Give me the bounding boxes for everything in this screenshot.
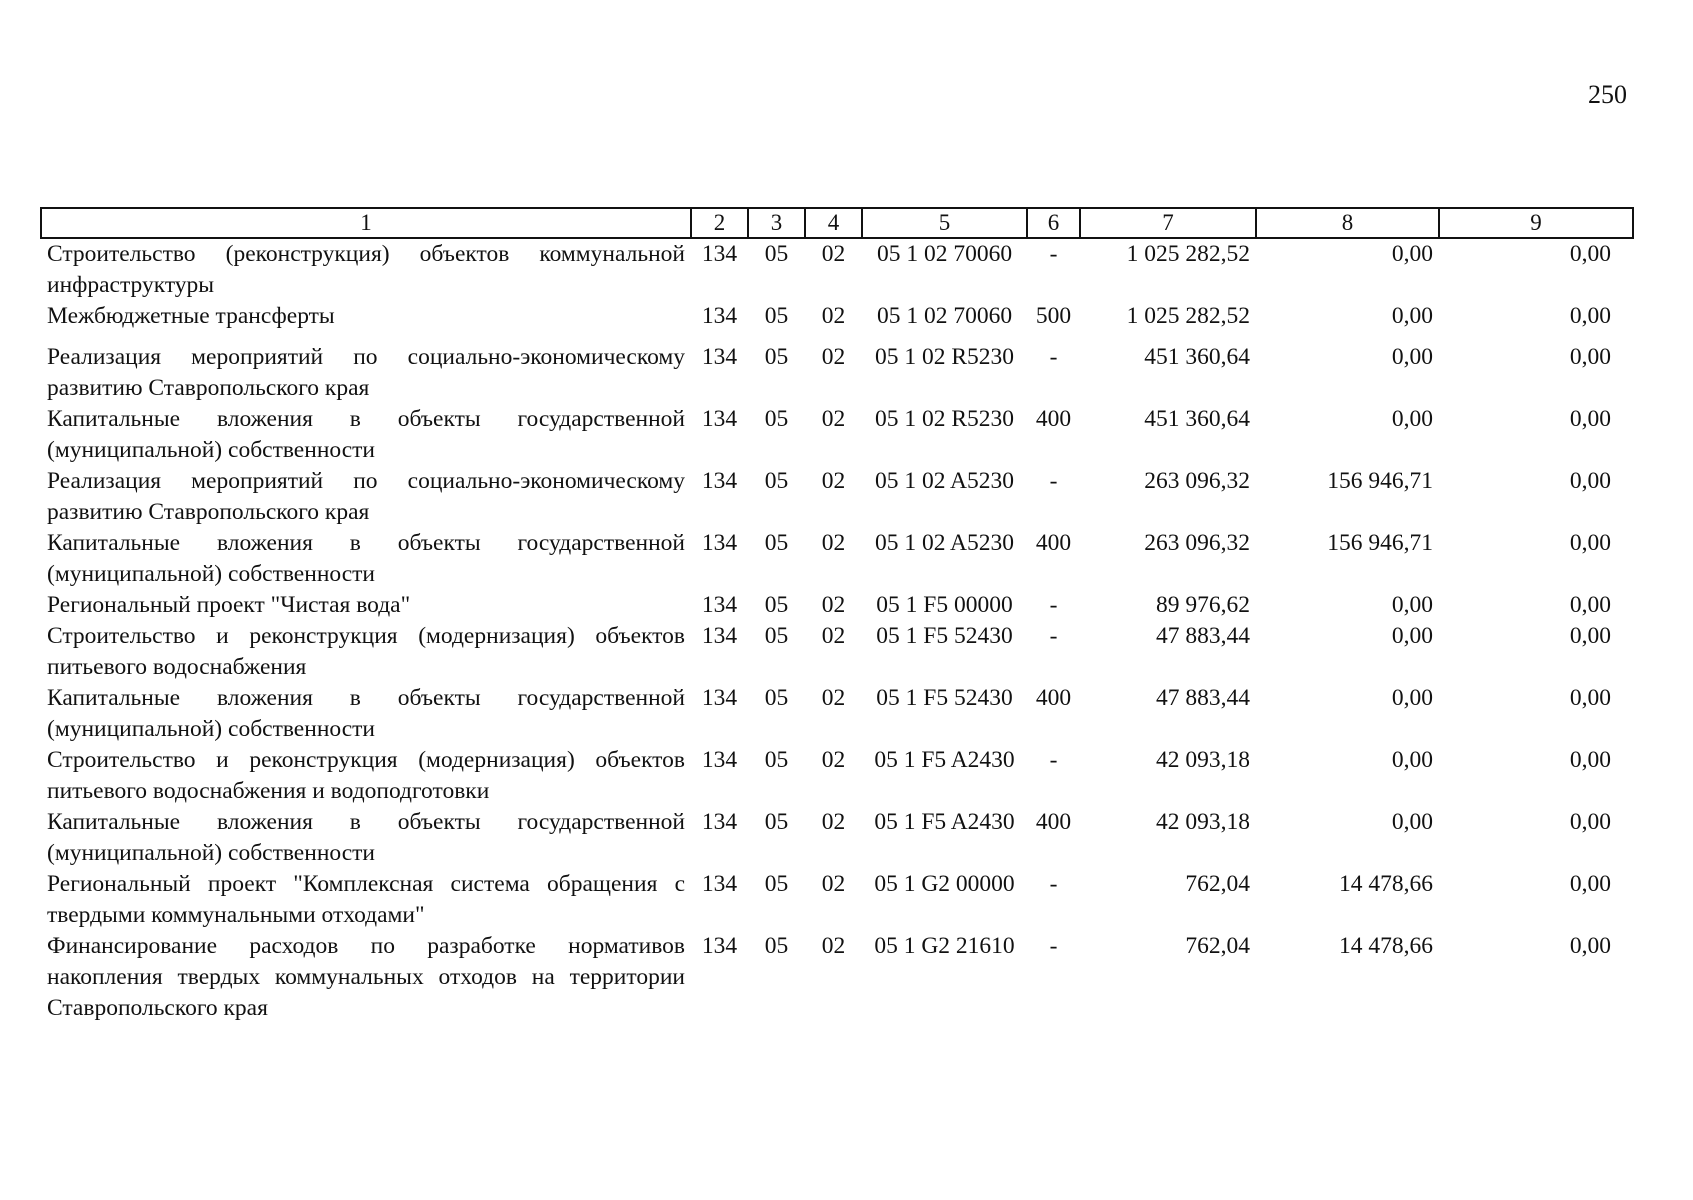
header-cell: 3 <box>748 208 805 238</box>
table-row <box>41 621 1633 683</box>
subsection-code: 02 <box>821 344 846 370</box>
budget-table <box>40 207 1634 1024</box>
ministry-code: 134 <box>701 747 738 773</box>
amount-col8: 156 946,71 <box>1327 468 1433 494</box>
expense-name: Капитальные вложения в объекты государственной (муниципальной) собственности <box>47 406 685 463</box>
target-article-code: 05 1 F5 52430 <box>876 685 1013 711</box>
expense-name: Строительство (реконструкция) объектов коммунальной инфраструктуры <box>47 241 685 298</box>
expense-type-code: - <box>1049 592 1058 618</box>
expense-type-code: - <box>1049 468 1058 494</box>
amount-col7: 451 360,64 <box>1144 344 1250 370</box>
amount-col9: 0,00 <box>1569 933 1611 959</box>
section-code: 05 <box>764 592 789 618</box>
amount-col8: 0,00 <box>1391 592 1433 618</box>
section-code: 05 <box>764 623 789 649</box>
amount-col9: 0,00 <box>1569 809 1611 835</box>
expense-name: Региональный проект "Комплексная система обращения с твердыми коммунальными отходами" <box>47 871 685 928</box>
subsection-code: 02 <box>821 685 846 711</box>
table-row <box>41 807 1633 869</box>
amount-col7: 263 096,32 <box>1144 468 1250 494</box>
ministry-code: 134 <box>701 303 738 329</box>
amount-col9: 0,00 <box>1569 747 1611 773</box>
target-article-code: 05 1 F5 A2430 <box>874 809 1015 835</box>
amount-col9: 0,00 <box>1569 592 1611 618</box>
amount-col8: 14 478,66 <box>1339 933 1433 959</box>
subsection-code: 02 <box>821 592 846 618</box>
amount-col8: 0,00 <box>1391 344 1433 370</box>
subsection-code: 02 <box>821 530 846 556</box>
expense-name: Межбюджетные трансферты <box>47 303 335 329</box>
subsection-code: 02 <box>821 623 846 649</box>
ministry-code: 134 <box>701 530 738 556</box>
table-row <box>41 238 1633 301</box>
target-article-code: 05 1 02 A5230 <box>874 468 1015 494</box>
ministry-code: 134 <box>701 685 738 711</box>
target-article-code: 05 1 02 R5230 <box>874 406 1015 432</box>
target-article-code: 05 1 F5 52430 <box>876 623 1013 649</box>
amount-col8: 0,00 <box>1391 809 1433 835</box>
target-article-code: 05 1 02 70060 <box>876 303 1013 329</box>
header-cell: 1 <box>41 208 691 238</box>
subsection-code: 02 <box>821 871 846 897</box>
amount-col8: 156 946,71 <box>1327 530 1433 556</box>
section-code: 05 <box>764 933 789 959</box>
table-row <box>41 342 1633 404</box>
amount-col9: 0,00 <box>1569 685 1611 711</box>
section-code: 05 <box>764 809 789 835</box>
table-row <box>41 931 1633 1024</box>
header-cell: 5 <box>862 208 1027 238</box>
target-article-code: 05 1 G2 21610 <box>874 933 1015 959</box>
table-row <box>41 466 1633 528</box>
expense-name: Строительство и реконструкция (модернизация) объектов питьевого водоснабжения <box>47 623 685 680</box>
header-cell: 9 <box>1439 208 1633 238</box>
amount-col7: 42 093,18 <box>1156 747 1250 773</box>
amount-col9: 0,00 <box>1569 623 1611 649</box>
amount-col7: 263 096,32 <box>1144 530 1250 556</box>
expense-type-code: - <box>1049 871 1058 897</box>
ministry-code: 134 <box>701 241 738 267</box>
header-cell: 4 <box>805 208 862 238</box>
amount-col9: 0,00 <box>1569 344 1611 370</box>
amount-col8: 0,00 <box>1391 406 1433 432</box>
expense-type-code: 500 <box>1035 303 1072 329</box>
target-article-code: 05 1 02 A5230 <box>874 530 1015 556</box>
table-row <box>41 745 1633 807</box>
table-row <box>41 683 1633 745</box>
expense-name: Реализация мероприятий по социально-экономическому развитию Ставропольского края <box>47 468 685 525</box>
subsection-code: 02 <box>821 933 846 959</box>
expense-name: Строительство и реконструкция (модернизация) объектов питьевого водоснабжения и водоподготовки <box>47 747 685 804</box>
amount-col9: 0,00 <box>1569 303 1611 329</box>
section-code: 05 <box>764 468 789 494</box>
expense-name: Капитальные вложения в объекты государственной (муниципальной) собственности <box>47 685 685 742</box>
expense-type-code: 400 <box>1035 685 1072 711</box>
amount-col7: 47 883,44 <box>1156 623 1250 649</box>
expense-name: Реализация мероприятий по социально-экономическому развитию Ставропольского края <box>47 344 685 401</box>
ministry-code: 134 <box>701 809 738 835</box>
ministry-code: 134 <box>701 406 738 432</box>
table-row <box>41 528 1633 590</box>
target-article-code: 05 1 F5 A2430 <box>874 747 1015 773</box>
amount-col7: 47 883,44 <box>1156 685 1250 711</box>
expense-type-code: - <box>1049 933 1058 959</box>
ministry-code: 134 <box>701 468 738 494</box>
section-code: 05 <box>764 303 789 329</box>
header-cell: 2 <box>691 208 748 238</box>
amount-col9: 0,00 <box>1569 241 1611 267</box>
target-article-code: 05 1 02 70060 <box>876 241 1013 267</box>
expense-name: Региональный проект "Чистая вода" <box>47 592 411 618</box>
amount-col9: 0,00 <box>1569 406 1611 432</box>
subsection-code: 02 <box>821 303 846 329</box>
amount-col7: 1 025 282,52 <box>1126 241 1250 267</box>
amount-col8: 0,00 <box>1391 241 1433 267</box>
ministry-code: 134 <box>701 592 738 618</box>
section-code: 05 <box>764 530 789 556</box>
header-cell: 7 <box>1080 208 1256 238</box>
amount-col8: 0,00 <box>1391 623 1433 649</box>
amount-col9: 0,00 <box>1569 871 1611 897</box>
expense-type-code: - <box>1049 623 1058 649</box>
expense-type-code: 400 <box>1035 809 1072 835</box>
section-code: 05 <box>764 241 789 267</box>
ministry-code: 134 <box>701 871 738 897</box>
section-code: 05 <box>764 685 789 711</box>
amount-col7: 451 360,64 <box>1144 406 1250 432</box>
table-row <box>41 869 1633 931</box>
expense-name: Финансирование расходов по разработке нормативов накопления твердых коммунальных отходов на территории Ставропольского края <box>47 933 685 1021</box>
expense-name: Капитальные вложения в объекты государственной (муниципальной) собственности <box>47 809 685 866</box>
expense-type-code: 400 <box>1035 406 1072 432</box>
subsection-code: 02 <box>821 809 846 835</box>
subsection-code: 02 <box>821 241 846 267</box>
amount-col8: 0,00 <box>1391 303 1433 329</box>
amount-col7: 89 976,62 <box>1156 592 1250 618</box>
amount-col8: 0,00 <box>1391 747 1433 773</box>
expense-type-code: - <box>1049 747 1058 773</box>
expense-type-code: 400 <box>1035 530 1072 556</box>
subsection-code: 02 <box>821 747 846 773</box>
ministry-code: 134 <box>701 344 738 370</box>
amount-col7: 42 093,18 <box>1156 809 1250 835</box>
amount-col7: 762,04 <box>1185 871 1250 897</box>
section-code: 05 <box>764 406 789 432</box>
amount-col8: 0,00 <box>1391 685 1433 711</box>
expense-type-code: - <box>1049 241 1058 267</box>
header-row <box>41 208 1633 238</box>
amount-col8: 14 478,66 <box>1339 871 1433 897</box>
header-cell: 6 <box>1027 208 1080 238</box>
table-row <box>41 404 1633 466</box>
header-cell: 8 <box>1256 208 1439 238</box>
table-row <box>41 590 1633 621</box>
section-code: 05 <box>764 344 789 370</box>
target-article-code: 05 1 02 R5230 <box>874 344 1015 370</box>
ministry-code: 134 <box>701 623 738 649</box>
table-row <box>41 301 1633 342</box>
amount-col7: 1 025 282,52 <box>1126 303 1250 329</box>
ministry-code: 134 <box>701 933 738 959</box>
expense-type-code: - <box>1049 344 1058 370</box>
target-article-code: 05 1 G2 00000 <box>874 871 1015 897</box>
amount-col7: 762,04 <box>1185 933 1250 959</box>
amount-col9: 0,00 <box>1569 468 1611 494</box>
subsection-code: 02 <box>821 468 846 494</box>
section-code: 05 <box>764 747 789 773</box>
amount-col9: 0,00 <box>1569 530 1611 556</box>
target-article-code: 05 1 F5 00000 <box>876 592 1013 618</box>
section-code: 05 <box>764 871 789 897</box>
expense-name: Капитальные вложения в объекты государственной (муниципальной) собственности <box>47 530 685 587</box>
subsection-code: 02 <box>821 406 846 432</box>
page-number: 250 <box>1588 80 1627 109</box>
